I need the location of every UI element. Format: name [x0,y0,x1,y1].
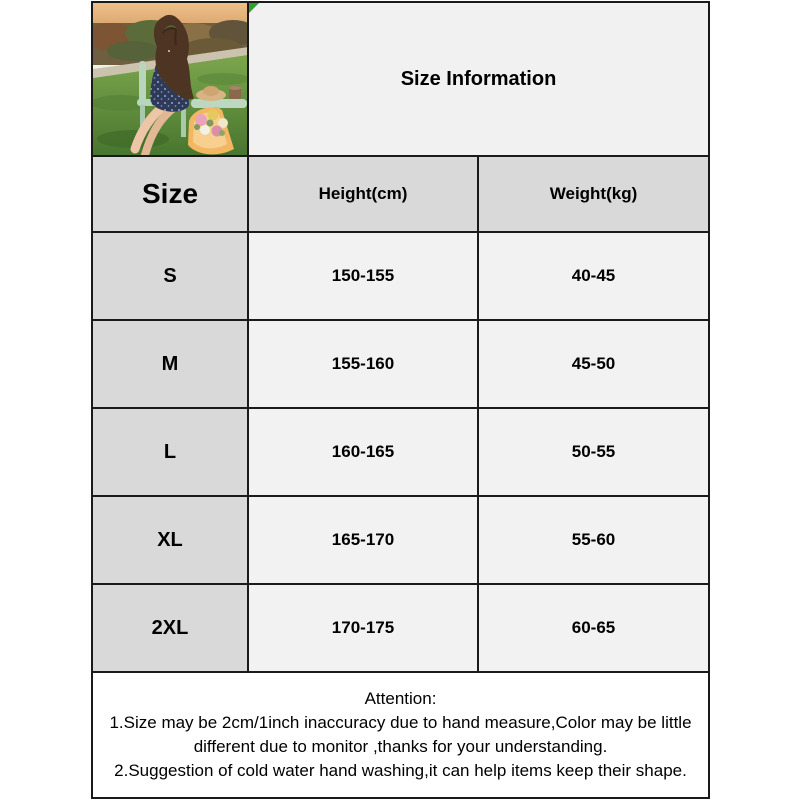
height-value: 160-165 [248,408,478,496]
table-row-m [92,320,709,408]
size-label: XL [92,496,248,584]
top-row [92,2,709,156]
table-header-row [92,156,709,232]
weight-value: 45-50 [478,320,709,408]
product-photo-illustration [93,3,248,155]
size-label: L [92,408,248,496]
height-value: 165-170 [248,496,478,584]
height-value: 170-175 [248,584,478,672]
size-label: S [92,232,248,320]
column-header-size: Size [92,156,248,232]
weight-value: 50-55 [478,408,709,496]
attention-row [92,672,709,798]
page-title: Size Information [400,67,557,90]
attention-note-1: 1.Size may be 2cm/1inch inaccuracy due to hand measure,Color may be little different due to monitor ,thanks for your understanding. [109,713,692,756]
table-row-l [92,408,709,496]
green-corner-marker-icon [249,3,259,13]
attention-section [92,672,709,798]
table-row-xl [92,496,709,584]
height-value: 150-155 [248,232,478,320]
attention-heading: Attention: [364,689,437,708]
title-cell [248,2,709,156]
table-row-s [92,232,709,320]
height-value: 155-160 [248,320,478,408]
table-row-2xl [92,584,709,672]
attention-note-2: 2.Suggestion of cold water hand washing,it can help items keep their shape. [114,761,687,780]
column-header-height: Height(cm) [248,156,478,232]
weight-value: 55-60 [478,496,709,584]
weight-value: 40-45 [478,232,709,320]
weight-value: 60-65 [478,584,709,672]
product-photo [92,2,248,156]
size-label: 2XL [92,584,248,672]
column-header-weight: Weight(kg) [478,156,709,232]
size-chart-table [91,1,710,799]
size-label: M [92,320,248,408]
